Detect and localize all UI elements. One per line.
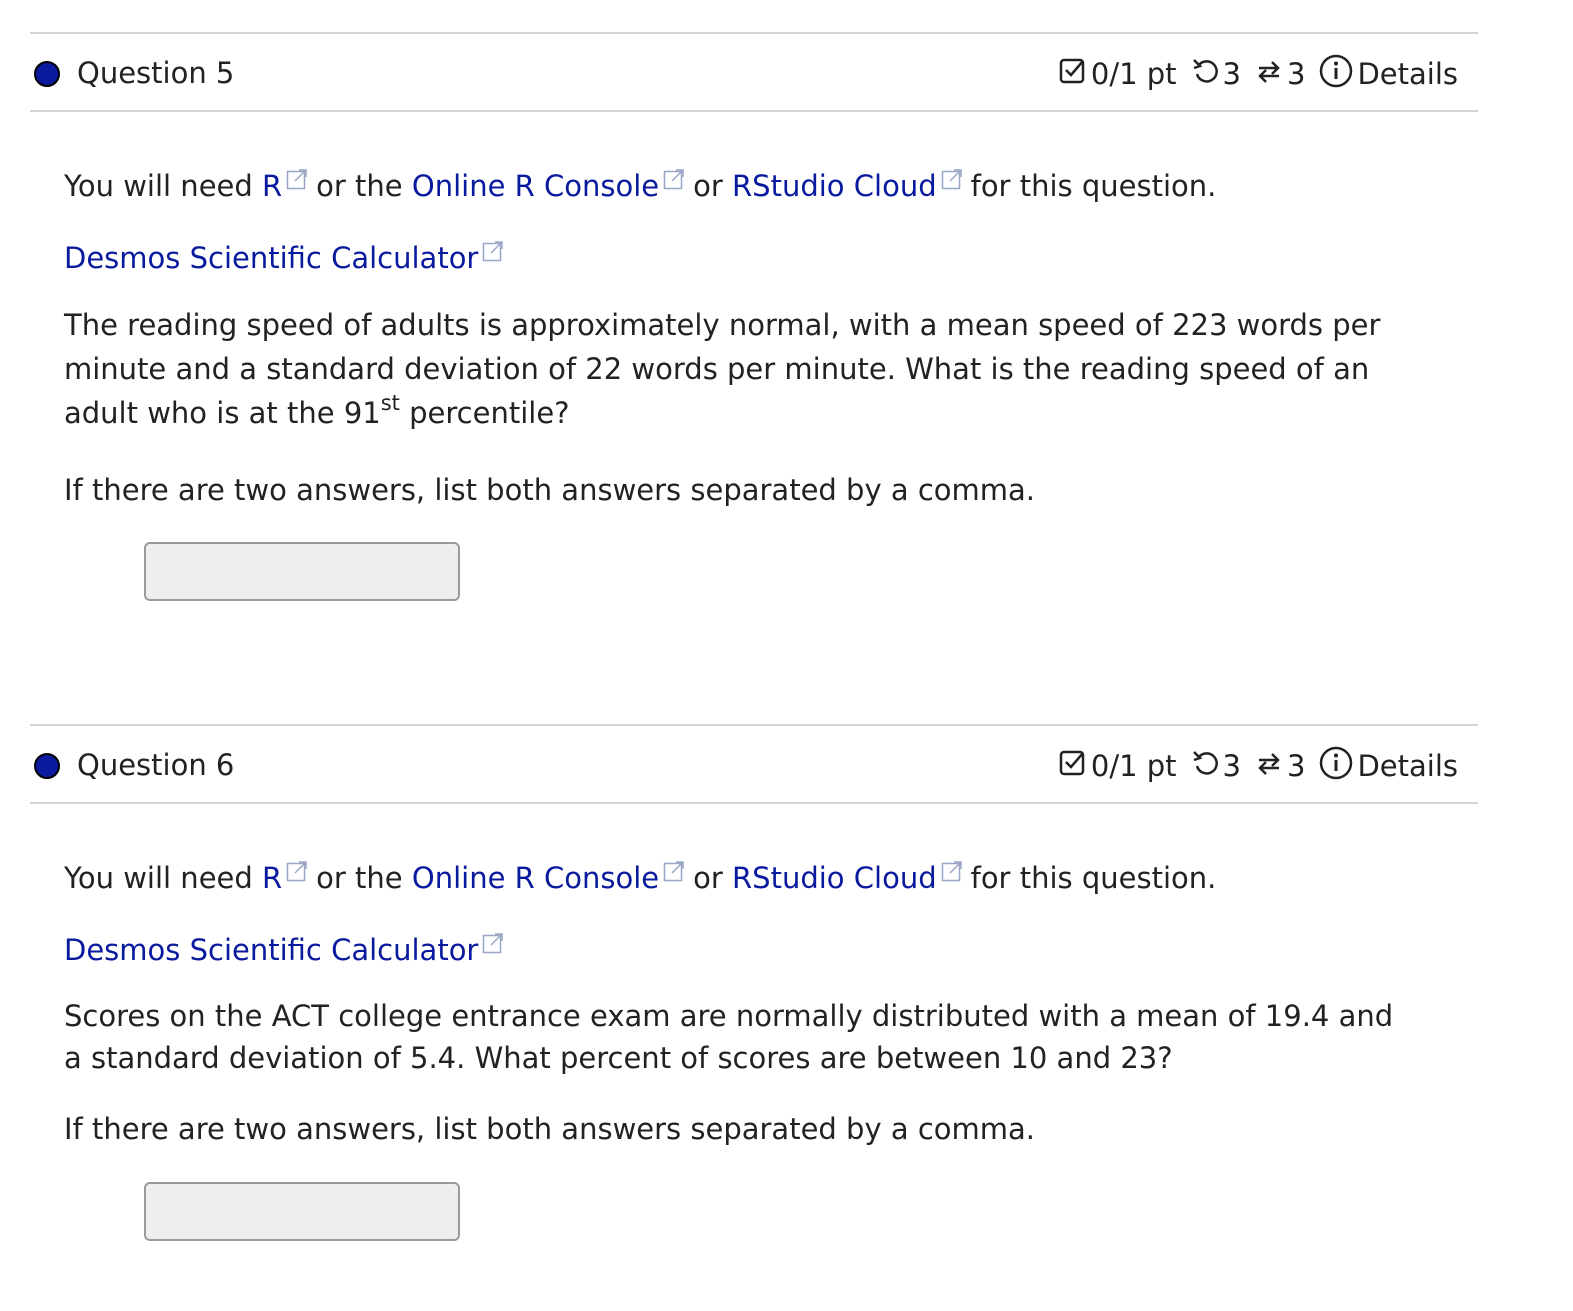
intro-text: for this question. xyxy=(970,861,1217,895)
intro-text: or xyxy=(693,169,733,203)
question-6-header xyxy=(30,724,1478,804)
calculator-line xyxy=(64,231,1464,279)
external-link-icon xyxy=(663,851,685,893)
desmos-calculator-link[interactable]: Desmos Scientific Calculator xyxy=(64,933,479,967)
attempts-icon xyxy=(1255,57,1283,92)
intro-text: or the xyxy=(316,169,412,203)
external-link-icon xyxy=(286,159,308,201)
intro-text: or the xyxy=(316,861,412,895)
details-button[interactable]: Details xyxy=(1357,57,1458,91)
intro-text: for this question. xyxy=(970,169,1217,203)
r-link[interactable]: R xyxy=(262,861,283,895)
rstudio-cloud-link[interactable]: RStudio Cloud xyxy=(732,169,937,203)
problem-text-part: percentile? xyxy=(399,396,570,430)
answer-input[interactable] xyxy=(144,1182,460,1241)
checkbox-score-icon xyxy=(1059,749,1087,784)
question-title: Question 6 xyxy=(77,748,235,782)
question-meta xyxy=(1059,748,1458,784)
status-dot-icon xyxy=(34,753,60,779)
retries-count: 3 xyxy=(1222,749,1241,783)
info-icon[interactable] xyxy=(1319,54,1353,95)
instruction-text: If there are two answers, list both answers separated by a comma. xyxy=(64,1112,1035,1146)
info-icon[interactable] xyxy=(1319,746,1353,787)
external-link-icon xyxy=(941,851,963,893)
attempts-icon xyxy=(1255,749,1283,784)
score-text: 0/1 pt xyxy=(1090,749,1177,783)
attempts-count: 3 xyxy=(1287,749,1306,783)
question-meta xyxy=(1059,56,1458,92)
instruction-text: If there are two answers, list both answers separated by a comma. xyxy=(64,473,1035,507)
tools-intro xyxy=(64,851,1464,899)
problem-text xyxy=(64,303,1444,435)
external-link-icon xyxy=(286,851,308,893)
r-link[interactable]: R xyxy=(262,169,283,203)
intro-text: or xyxy=(693,861,733,895)
intro-text: You will need xyxy=(64,861,263,895)
answer-input[interactable] xyxy=(144,542,460,601)
status-dot-icon xyxy=(34,61,60,87)
external-link-icon xyxy=(482,231,504,273)
retries-count: 3 xyxy=(1222,57,1241,91)
attempts-count: 3 xyxy=(1287,57,1306,91)
online-r-console-link[interactable]: Online R Console xyxy=(411,861,660,895)
score-text: 0/1 pt xyxy=(1090,57,1177,91)
intro-text: You will need xyxy=(64,169,263,203)
desmos-calculator-link[interactable]: Desmos Scientific Calculator xyxy=(64,241,479,275)
external-link-icon xyxy=(482,923,504,965)
rstudio-cloud-link[interactable]: RStudio Cloud xyxy=(732,861,937,895)
question-5-header xyxy=(30,32,1478,112)
details-button[interactable]: Details xyxy=(1357,749,1458,783)
tools-intro xyxy=(64,159,1464,207)
retry-icon xyxy=(1191,57,1219,92)
checkbox-score-icon xyxy=(1059,57,1087,92)
ordinal-suffix: st xyxy=(380,391,400,415)
problem-text: Scores on the ACT college entrance exam are normally distributed with a mean of 19.4 and a standard deviation of 5.4. What percent of scores are between 10 and 23? xyxy=(64,999,1394,1075)
external-link-icon xyxy=(663,159,685,201)
question-title: Question 5 xyxy=(77,56,235,90)
retry-icon xyxy=(1191,749,1219,784)
online-r-console-link[interactable]: Online R Console xyxy=(411,169,660,203)
problem-text-part: The reading speed of adults is approximately normal, with a mean speed of 223 words per minute and a standard deviation of 22 words per minute. What is the reading speed of an adult who is at the 91 xyxy=(64,308,1381,430)
calculator-line xyxy=(64,923,1464,971)
external-link-icon xyxy=(941,159,963,201)
